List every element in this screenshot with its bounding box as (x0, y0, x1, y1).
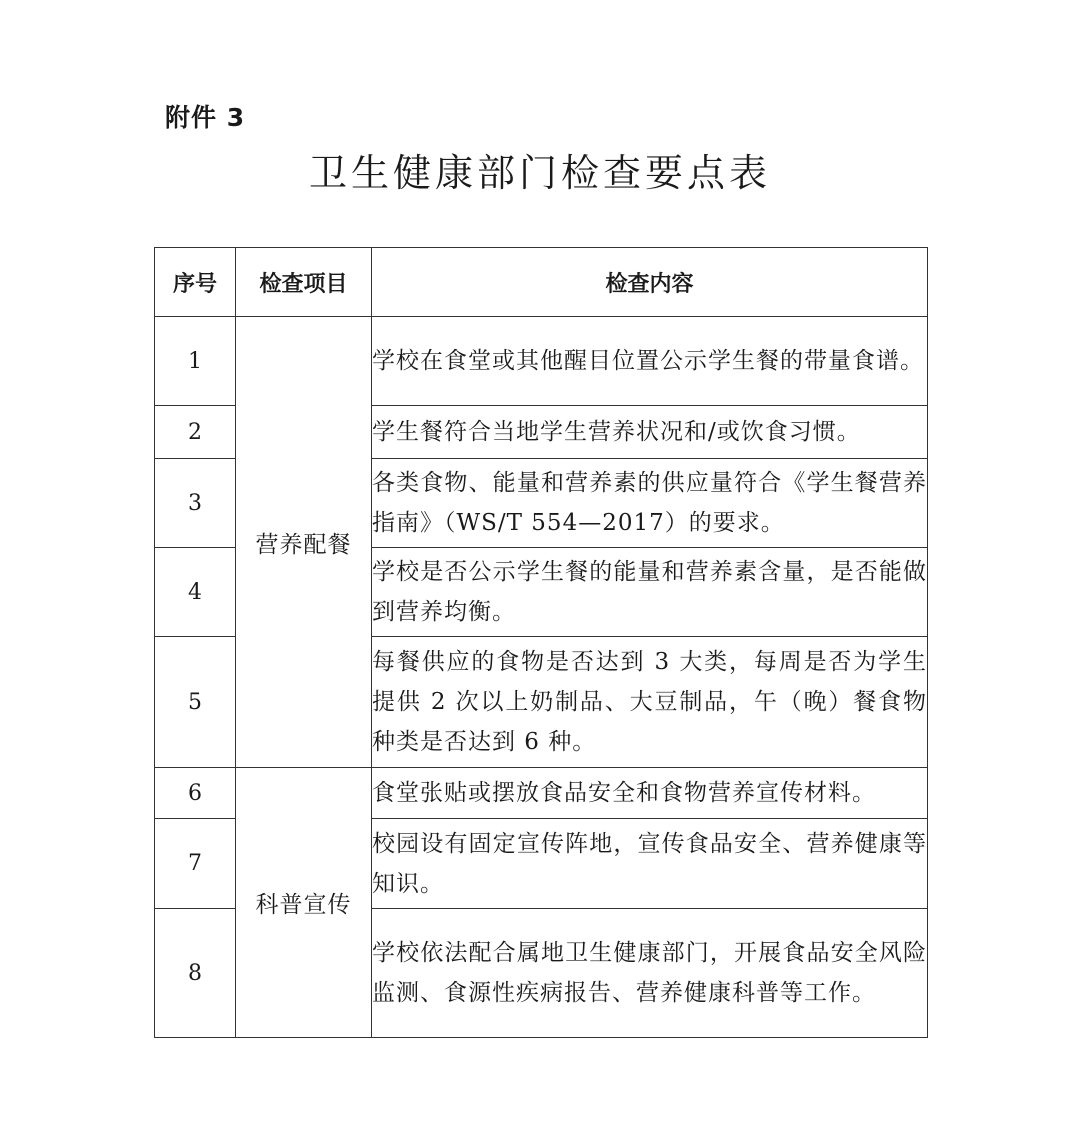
row-number: 3 (155, 459, 236, 548)
row-content: 学生餐符合当地学生营养状况和/或饮食习惯。 (372, 406, 928, 459)
row-number: 2 (155, 406, 236, 459)
row-content: 校园设有固定宣传阵地，宣传食品安全、营养健康等知识。 (372, 819, 928, 909)
row-content: 食堂张贴或摆放食品安全和食物营养宣传材料。 (372, 768, 928, 819)
header-content: 检查内容 (372, 248, 928, 317)
row-content: 各类食物、能量和营养素的供应量符合《学生餐营养指南》（WS/T 554—2017）的要求。 (372, 459, 928, 548)
table-header-row (155, 248, 928, 317)
row-number: 1 (155, 317, 236, 406)
row-number: 5 (155, 637, 236, 768)
row-number: 6 (155, 768, 236, 819)
row-content: 学校在食堂或其他醒目位置公示学生餐的带量食谱。 (372, 317, 928, 406)
row-number: 7 (155, 819, 236, 909)
row-content: 学校是否公示学生餐的能量和营养素含量，是否能做到营养均衡。 (372, 548, 928, 637)
category-nutrition: 营养配餐 (236, 317, 372, 768)
header-index: 序号 (155, 248, 236, 317)
table-row (155, 317, 928, 406)
row-content: 每餐供应的食物是否达到 3 大类，每周是否为学生提供 2 次以上奶制品、大豆制品，午（晚）餐食物种类是否达到 6 种。 (372, 637, 928, 768)
document-title: 卫生健康部门检查要点表 (308, 151, 771, 195)
table-row (155, 768, 928, 819)
row-number: 4 (155, 548, 236, 637)
row-content: 学校依法配合属地卫生健康部门，开展食品安全风险监测、食源性疾病报告、营养健康科普等工作。 (372, 909, 928, 1038)
category-science-promotion: 科普宣传 (236, 768, 372, 1038)
row-number: 8 (155, 909, 236, 1038)
attachment-label: 附件 3 (165, 103, 246, 132)
inspection-table (154, 247, 928, 1038)
header-item: 检查项目 (236, 248, 372, 317)
